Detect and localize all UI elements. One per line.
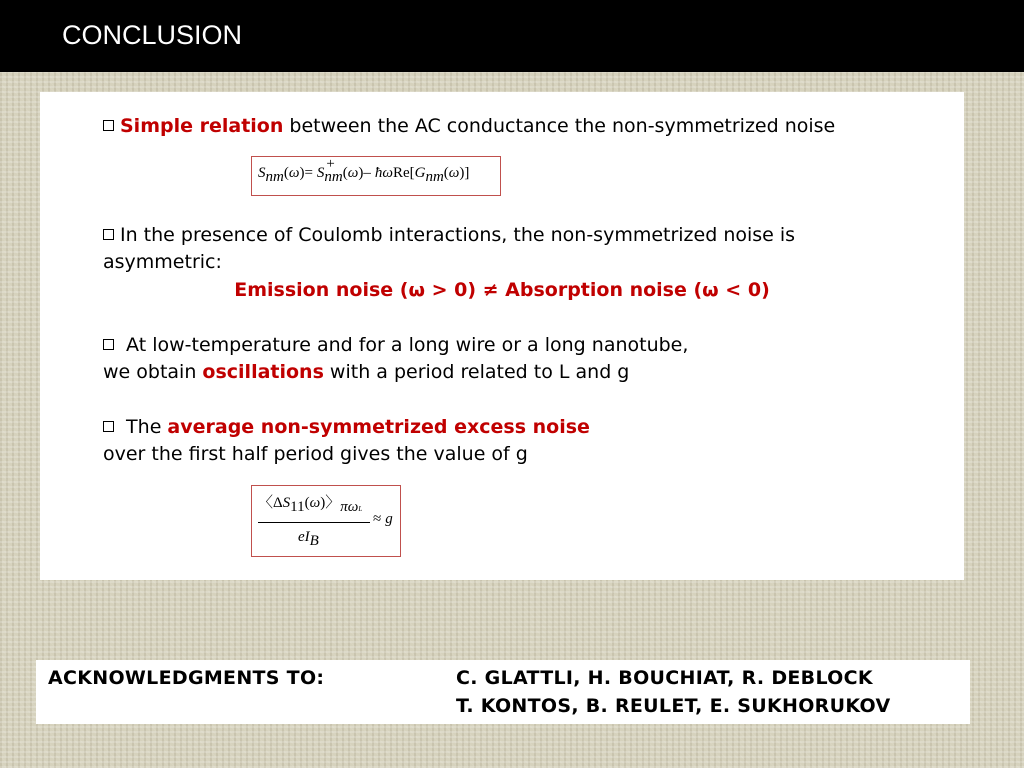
highlight-simple-relation: Simple relation [120, 115, 284, 137]
bullet-1-text: between the AC conductance the non-symmetrized noise [283, 115, 836, 137]
checkbox-bullet-icon [103, 339, 114, 350]
checkbox-bullet-icon [103, 421, 114, 432]
emission-absorption-statement: Emission noise (ω > 0) ≠ Absorption noise (ω < 0) [234, 279, 770, 301]
acknowledgments-names-line-2: T. KONTOS, B. REULET, E. SUKHORUKOV [456, 695, 891, 717]
acknowledgments-names-line-1: C. GLATTLI, H. BOUCHIAT, R. DEBLOCK [456, 667, 873, 689]
equation-average-noise: 〈ΔS11(ω)〉$_{\pi\omega L}$ ≈ g eIB [251, 485, 401, 557]
acknowledgments-box [36, 660, 970, 724]
bullet-item-1 [103, 113, 835, 139]
highlight-average-noise: average non-symmetrized excess noise [167, 416, 590, 438]
bullet-item-2 [103, 222, 795, 248]
acknowledgments-label: ACKNOWLEDGMENTS TO: [48, 667, 325, 689]
bullet-item-3 [103, 332, 688, 358]
title-bar [0, 0, 1024, 72]
bullet-2-text: In the presence of Coulomb interactions, the non-symmetrized noise is [120, 224, 796, 246]
bullet-3-text: At low-temperature and for a long wire or a long nanotube, [120, 334, 689, 356]
checkbox-bullet-icon [103, 120, 114, 131]
equation-noise-relation: Snm(ω)= S + nm(ω)– ħωRe[Gnm(ω)] [251, 156, 501, 196]
content-panel [40, 92, 964, 580]
bullet-item-4: The average non-symmetrized excess noise [103, 414, 590, 440]
bullet-2-continuation: asymmetric: [103, 251, 222, 273]
checkbox-bullet-icon [103, 229, 114, 240]
highlight-oscillations: oscillations [202, 361, 324, 383]
bullet-3-continuation: we obtain oscillations with a period related to L and g [103, 361, 630, 383]
bullet-4-continuation: over the first half period gives the value of g [103, 443, 528, 465]
slide-title: CONCLUSION [62, 20, 243, 50]
